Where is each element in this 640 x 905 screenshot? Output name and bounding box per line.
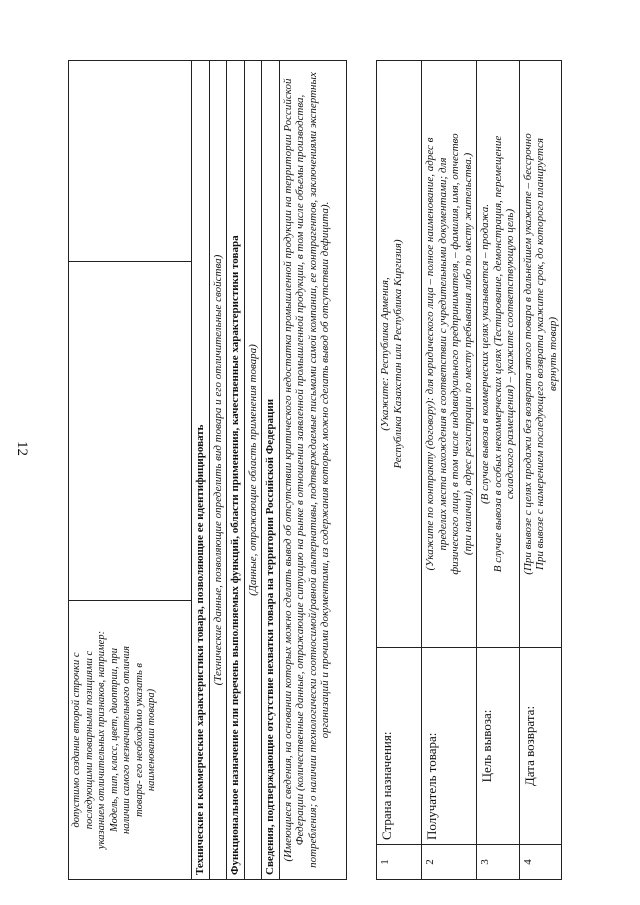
table-row	[519, 61, 562, 880]
row-number: 2	[422, 845, 477, 880]
note-line: последующими товарными позициями с	[83, 650, 95, 830]
value-line: вернуть товар)	[546, 317, 559, 392]
value-line: складского размещения) – укажите соответствующую цель)	[504, 208, 516, 500]
row-label: Получатель товара:	[422, 648, 477, 845]
section-heading: Технические и коммерческие характеристики товара, позволяющие ее идентифицировать	[192, 61, 210, 880]
table-row	[244, 61, 262, 880]
row-value	[377, 61, 422, 648]
value-line: (При вывозе с целях продажи без возврата этого товара в дальнейшем укажите – бессрочно	[521, 133, 534, 575]
table-row	[377, 61, 422, 880]
table-row	[262, 61, 280, 880]
note-line: указанием отличительных признаков, например:	[96, 630, 107, 850]
table-row	[422, 61, 477, 880]
table-row	[279, 61, 346, 880]
empty-cell	[69, 61, 192, 262]
note-line: товара- его необходимо указать в	[133, 663, 145, 817]
row-value	[477, 61, 520, 648]
table-row	[192, 61, 210, 880]
row-number: 3	[477, 845, 520, 880]
note-line: наличии самого незначительного отличия	[121, 646, 132, 834]
note-line: Модель, тип, класс, цвет, диоптрии, при	[108, 648, 120, 832]
row-label: Дата возврата:	[519, 648, 562, 845]
table-row	[477, 61, 520, 880]
section-note: (Имеющиеся сведения, на основании которых можно сделать вывод об отсутствии критического недостатка промышленной продукции на территории Российской Федерации (количественные данные, отражающие ситуацию на рынке в отношении заявленной промышленной продукции, в том числе объемы производства, потребления; о наличии технологически соотносимой/равной альтернативы, подтверждаемые письмами самой компании, ее контрагентов, заключениями экспертных организаций и прочими документами, из содержания которых можно сделать вывод об отсутствии дефицита).	[279, 61, 346, 880]
row-label: Страна назначения:	[377, 648, 422, 845]
note-line: наименовании товара)	[146, 688, 157, 792]
table-row	[69, 61, 192, 880]
product-name-note-cell	[69, 601, 192, 880]
value-line: В случае вывоза в особых некоммерческих целях (Тестирование, демонстрация, перемещение	[491, 135, 504, 573]
note-line: допустимо создание второй строчки с	[71, 652, 82, 828]
empty-cell	[69, 262, 192, 601]
value-line: При вывозе с намерением последующего возврата укажите срок, до которого планируется	[534, 138, 546, 570]
page-number: 12	[14, 441, 30, 456]
row-label: Цель вывоза:	[477, 648, 520, 845]
product-info-table	[68, 60, 347, 880]
section-note: (Данные, отражающие область применения товара)	[244, 61, 262, 880]
section-heading: Функциональное назначение или перечень выполняемых функций, области применения, качественные характеристики товара	[227, 61, 245, 880]
row-value	[422, 61, 477, 648]
table-row	[209, 61, 227, 880]
rotated-page-content	[68, 60, 568, 880]
table-row	[227, 61, 245, 880]
section-note: (Технические данные, позволяющие определить вид товара и его отличительные свойства)	[209, 61, 227, 880]
section-heading: Сведения, подтверждающие отсутствие нехватки товара на территории Российской Федерации	[262, 61, 280, 880]
value-line: Республика Казахстан или Республика Киргизия)	[391, 239, 404, 469]
value-line: (Укажите: Республика Армения,	[379, 277, 391, 431]
export-details-table	[376, 60, 562, 880]
row-value	[519, 61, 562, 648]
row-number: 1	[377, 845, 422, 880]
value-line: (В случае вывоза в коммерческих целях указывается – продажа.	[479, 204, 491, 504]
row-number: 4	[519, 845, 562, 880]
value-line: физического лица, в том числе индивидуального предпринимателя, – фамилия, имя, отчество	[449, 133, 461, 575]
value-line: (при наличии), адрес регистрации по месту пребывания либо по месту жительства.)	[461, 152, 474, 556]
value-line: пределах места нахождения в соответствии с учредительными документами; для	[436, 157, 449, 551]
value-line: (Укажите по контракту (договору): для юридического лица – полное наименование, адрес в	[424, 137, 436, 571]
